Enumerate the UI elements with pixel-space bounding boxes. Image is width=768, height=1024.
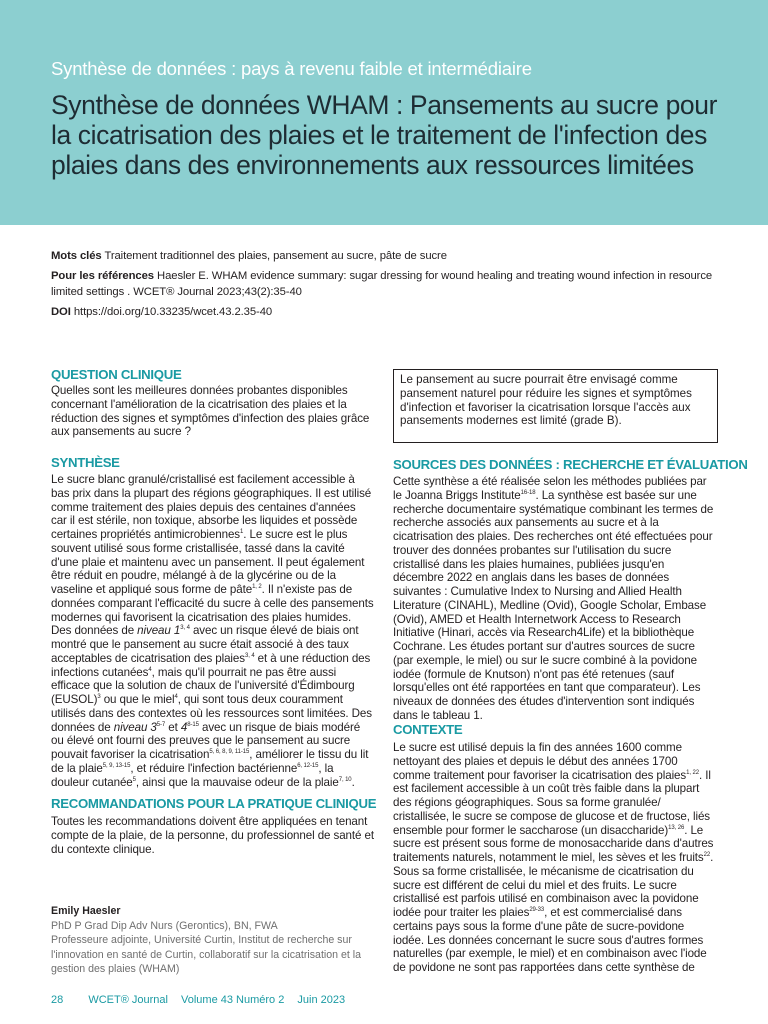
- keywords-line: [51, 249, 731, 265]
- references-label: Pour les références: [51, 270, 154, 282]
- page-footer: [51, 994, 355, 1006]
- title-banner: [0, 0, 768, 225]
- section-kicker: Synthèse de données : pays à revenu faible et intermédiaire: [51, 58, 532, 79]
- article-title: Synthèse de données WHAM : Pansements au sucre pour la cicatrisation des plaies et le traitement de l'infection des plaies dans des environnements aux ressources limitées: [51, 90, 718, 180]
- references-text: Haesler E. WHAM evidence summary: sugar dressing for wound healing and treating wound infection in resource limited settings . WCET® Journal 2023;43(2):35-40: [51, 270, 713, 298]
- heading-recommandations: RECOMMANDATIONS POUR LA PRATIQUE CLINIQUE: [51, 796, 377, 811]
- heading-sources: SOURCES DES DONNÉES : RECHERCHE ET ÉVALUATION: [393, 457, 748, 472]
- author-name: Emily Haesler: [51, 905, 121, 917]
- keywords-text: Traitement traditionnel des plaies, pansement au sucre, pâte de sucre: [104, 250, 447, 262]
- journal-volume: Volume 43 Numéro 2: [181, 994, 285, 1006]
- journal-date: Juin 2023: [297, 994, 346, 1006]
- doi-link[interactable]: https://doi.org/10.33235/wcet.43.2.35-40: [73, 306, 273, 318]
- author-affiliation: Professeure adjointe, Université Curtin, Institut de recherche sur l'innovation en santé de Curtin, collaboratif sur la cicatrisation et la gestion des plaies (WHAM): [51, 934, 361, 975]
- heading-question-clinique: QUESTION CLINIQUE: [51, 367, 182, 382]
- contexte-paragraph: Le sucre est utilisé depuis la fin des années 1600 comme nettoyant des plaies et depuis le début des années 1700 comme traitement pour favoriser la cicatrisation des plaies$^{1, 22}$. Il est facilement accessible à un coût très faible dans la plupart des régions géographiques. Sous sa forme granulée/ cristallisée, le sucre se compose de glucose et de fructose, liés ensemble pour former le saccharose (un disaccharide)$^{13, 26}$. Le sucre est présent sous forme de monosaccharide dans d'autres traitements naturels, notamment le miel, les sèves et les fruits$^{22}$. Sous sa forme cristallisée, le mécanisme de cicatrisation du sucre est différent de celui du miel et des fruits. Le sucre cristallisé est parfois utilisé en combinaison avec la povidone iodée pour traiter les plaies$^{29-33}$, et est commercialisé dans certains pays sous la forme d'une pâte de sucre-povidone iodée. Les données concernant le sucre sous d'autres formes naturelles (par exemple, le miel) et en combinaison avec l'iode de povidone ne sont pas rapportées dans cette synthèse de: [393, 741, 714, 974]
- recommandations-paragraph: Toutes les recommandations doivent être appliquées en tenant compte de la plaie, de la personne, du professionnel de santé et du contexte clinique.: [51, 815, 374, 856]
- journal-name: WCET® Journal: [88, 994, 168, 1006]
- heading-synthese: SYNTHÈSE: [51, 455, 120, 470]
- keywords-label: Mots clés: [51, 250, 102, 262]
- page-number: 28: [51, 994, 64, 1006]
- recommendation-box: Le pansement au sucre pourrait être envisagé comme pansement naturel pour réduire les signes et symptômes d'infection et favoriser la cicatrisation lorsque l'accès aux pansements modernes est limité (grade B).: [393, 369, 718, 443]
- doi-label: DOI: [51, 306, 71, 318]
- question-paragraph: Quelles sont les meilleures données probantes disponibles concernant l'amélioration de la cicatrisation des plaies et la réduction des signes et symptômes d'infection des plaies grâce aux pansements au sucre ?: [51, 384, 370, 439]
- heading-contexte: CONTEXTE: [393, 722, 463, 737]
- references-line: [51, 269, 731, 300]
- author-credentials: PhD P Grad Dip Adv Nurs (Gerontics), BN, FWA: [51, 919, 278, 932]
- doi-line: [51, 305, 731, 321]
- synthese-paragraph: Le sucre blanc granulé/cristallisé est facilement accessible à bas prix dans la plupart des régions géographiques. Il est utilisé comme traitement des plaies depuis des centaines d'années car il est stérile, non toxique, absorbe les liquides et possède certaines propriétés antimicrobiennes$^1$. Le sucre est le plus souvent utilisé sous forme cristallisée, tassé dans la cavité d'une plaie et maintenu avec un pansement. Il peut également être réduit en poudre, mélangé à de la glycérine ou de la vaseline et appliqué sous forme de pâte$^{1, 2}$. Il n'existe pas de données comparant l'efficacité du sucre à celle des pansements modernes qui favorisent la cicatrisation des plaies humides. Des données de niveau 1$^{3, 4}$ avec un risque élevé de biais ont montré que le pansement au sucre était associé à des taux acceptables de cicatrisation des plaies$^{3, 4}$ et à une réduction des infections cutanées$^4$, mais qu'il pourrait ne pas être aussi efficace que la solution de chaux de l'université d'Édimbourg (EUSOL)$^3$ ou que le miel$^4$, qui sont tous deux couramment utilisés dans des contextes où les ressources sont limitées. Des données de niveau 3$^{5-7}$ et 4$^{8-15}$ avec un risque de biais modéré ou élevé ont fourni des preuves que le pansement au sucre pouvait favoriser la cicatrisation$^{5, 6, 8, 9, 11-15}$, améliorer le tissu du lit de la plaie$^{5, 9, 13-15}$, et réduire l'infection bactérienne$^{6, 12-15}$, la douleur cutanée$^5$, ainsi que la mauvaise odeur de la plaie$^{7, 10}$.: [51, 473, 374, 789]
- sources-paragraph: Cette synthèse a été réalisée selon les méthodes publiées par le Joanna Briggs Institute$^{16-18}$. La synthèse est basée sur une recherche documentaire systématique combinant les termes de recherche associés aux pansements au sucre et à la cicatrisation des plaies. Des recherches ont été effectuées pour trouver des données probantes sur l'utilisation du sucre cristallisé dans les plaies humaines, publiées jusqu'en décembre 2022 en anglais dans les bases de données suivantes : Cumulative Index to Nursing and Allied Health Literature (CINAHL), Medline (Ovid), Google Scholar, Embase (Ovid), AMED et Health Internetwork Access to Research Initiative (Hinari, accès via Research4Life) et la bibliothèque Cochrane. Les études portant sur d'autres sources de sucre (par exemple, le miel) ou sur le sucre combiné à la povidone iodée (formule de Knutson) n'ont pas été retenues (sauf lorsqu'elles ont été rapportées en tant que comparateur). Les niveaux de données des études d'intervention sont indiqués dans le tableau 1.: [393, 475, 714, 722]
- author-block: [51, 904, 371, 977]
